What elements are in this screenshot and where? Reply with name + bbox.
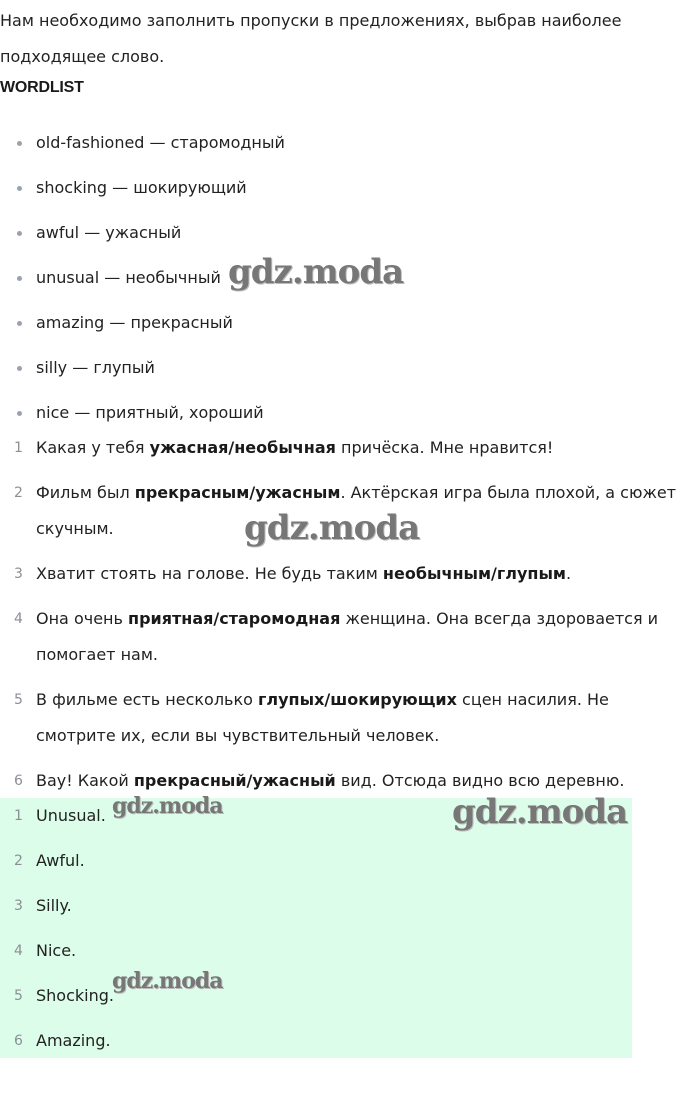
answer-item — [0, 798, 680, 834]
answer-item — [0, 888, 680, 924]
question-number: 6 — [14, 773, 23, 789]
bullet-dot-icon — [17, 276, 22, 281]
question-text-before: Она очень — [36, 609, 129, 628]
question-options: прекрасным/ужасным — [134, 483, 341, 502]
wordlist-item — [0, 170, 285, 215]
answer-text: Nice. — [36, 941, 77, 960]
answer-item — [0, 933, 680, 969]
question-text-before: Хватит стоять на голове. Не будь таким — [36, 564, 383, 583]
wordlist-heading: WORDLIST — [0, 79, 84, 96]
wordlist-item — [0, 215, 285, 260]
watermark: gdz.moda — [112, 968, 223, 994]
answer-number: 2 — [14, 853, 23, 869]
wordlist-item — [0, 305, 285, 350]
task-instruction: Нам необходимо заполнить пропуски в предложениях, выбрав наиболее подходящее слово. — [0, 11, 622, 66]
answer-number: 5 — [14, 988, 23, 1004]
wordlist-item-text: awful — ужасный — [36, 223, 182, 242]
question-options: ужасная/необычная — [149, 438, 336, 457]
question-number: 4 — [14, 611, 23, 627]
question-number: 1 — [14, 440, 23, 456]
question-number: 2 — [14, 485, 23, 501]
wordlist-item-text: unusual — необычный — [36, 268, 221, 287]
answer-text: Unusual. — [36, 806, 106, 825]
answer-number: 3 — [14, 898, 23, 914]
answer-number: 4 — [14, 943, 23, 959]
watermark: gdz.moda — [112, 793, 223, 819]
wordlist-item-text: shocking — шокирующий — [36, 178, 247, 197]
question-text-before: Фильм был — [36, 483, 135, 502]
wordlist-item — [0, 260, 285, 305]
watermark: gdz.moda — [452, 792, 628, 832]
bullet-dot-icon — [17, 321, 22, 326]
exercise-questions — [0, 430, 680, 808]
question-item — [0, 763, 680, 799]
wordlist-item-text: silly — глупый — [36, 358, 155, 377]
question-text-after: . Актёрская игра была плохой, а сюжет скучным. — [36, 483, 677, 538]
question-number: 5 — [14, 692, 23, 708]
wordlist — [0, 125, 285, 440]
question-item — [0, 556, 680, 592]
watermark: gdz.moda — [228, 252, 404, 292]
answer-item — [0, 1023, 680, 1059]
wordlist-item-text: amazing — прекрасный — [36, 313, 233, 332]
watermark: gdz.moda — [244, 508, 420, 548]
question-text-after: вид. Отсюда видно всю деревню. — [335, 771, 625, 790]
question-text-after: причёска. Мне нравится! — [335, 438, 554, 457]
bullet-dot-icon — [17, 141, 22, 146]
bullet-dot-icon — [17, 411, 22, 416]
answer-text: Amazing. — [36, 1031, 111, 1050]
question-options: необычным/глупым — [382, 564, 566, 583]
bullet-dot-icon — [17, 231, 22, 236]
question-item — [0, 430, 680, 466]
answers-list — [0, 798, 680, 1068]
answer-text: Silly. — [36, 896, 72, 915]
question-options: прекрасный/ужасный — [133, 771, 336, 790]
question-text-before: Вау! Какой — [36, 771, 134, 790]
question-number: 3 — [14, 566, 23, 582]
answer-item — [0, 978, 680, 1014]
wordlist-item — [0, 350, 285, 395]
question-text-before: Какая у тебя — [36, 438, 150, 457]
question-text-after: сцен насилия. Не смотрите их, если вы чувствительный человек. — [36, 690, 609, 745]
question-item — [0, 475, 680, 547]
wordlist-item-text: old-fashioned — старомодный — [36, 133, 285, 152]
question-options: приятная/старомодная — [128, 609, 341, 628]
wordlist-item — [0, 125, 285, 170]
question-text-before: В фильме есть несколько — [36, 690, 259, 709]
answer-number: 6 — [14, 1033, 23, 1049]
answer-text: Shocking. — [36, 986, 114, 1005]
bullet-dot-icon — [17, 186, 22, 191]
answer-number: 1 — [14, 808, 23, 824]
wordlist-item-text: nice — приятный, хороший — [36, 403, 264, 422]
answer-item — [0, 843, 680, 879]
answer-text: Awful. — [36, 851, 85, 870]
question-item — [0, 682, 680, 754]
bullet-dot-icon — [17, 366, 22, 371]
question-text-after: женщина. Она всегда здоровается и помогает нам. — [36, 609, 659, 664]
question-options: глупых/шокирующих — [258, 690, 457, 709]
question-text-after: . — [566, 564, 572, 583]
question-item — [0, 601, 680, 673]
